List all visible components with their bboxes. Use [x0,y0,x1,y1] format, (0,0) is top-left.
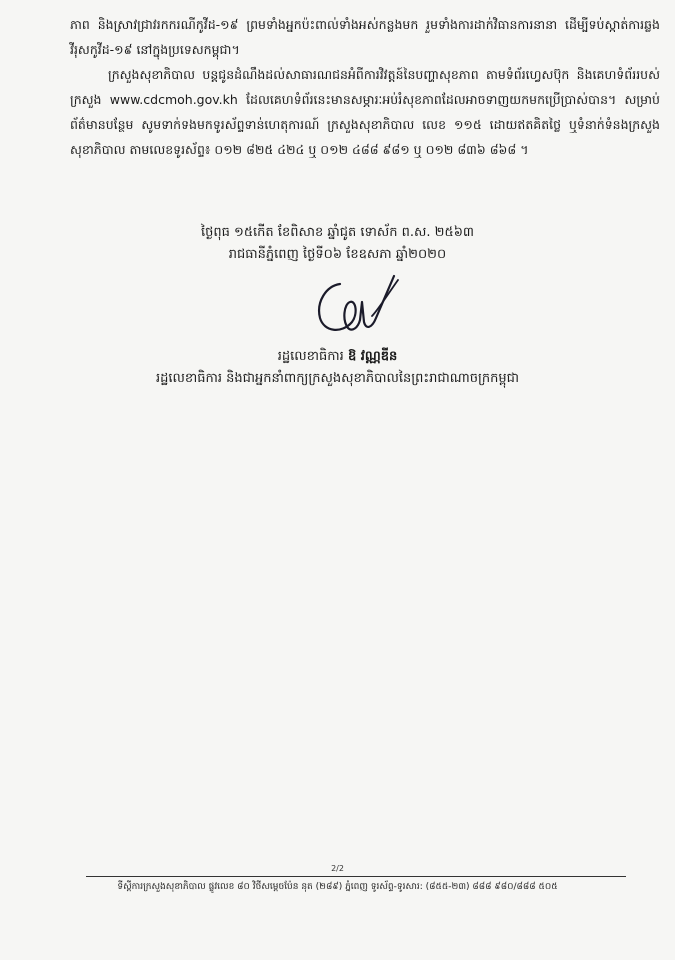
lunar-date: ថ្ងៃពុធ ១៥កើត ខែពិសាខ ឆ្នាំជូត ទោស័ក ព.ស. ២៥៦៣ [201,225,474,240]
footer-divider [86,876,626,877]
body-paragraph-1: ភាព និងស្រាវជ្រាវរកករណីកូវីដ-១៩ ព្រមទាំងអ្នកប៉ះពាល់ទាំងអស់កន្លងមក រួមទាំងការដាក់វិធានការនានា ដើម្បីទប់ស្កាត់ការឆ្លងវីរុសកូវីដ-១៩ នៅក្នុងប្រទេសកម្ពុជា។ [70,17,660,57]
signatory-name-line [0,348,675,367]
page-number: 2/2 [331,864,344,873]
footer-address: ទីស្តីការក្រសួងសុខាភិបាល ផ្លូវលេខ ៨០ វិថីសម្តេចប៉ែន នុត (២៨៩) ភ្នំពេញ ទូរស័ព្ទ-ទូរសារ: (៨៥៥-២៣) ៨៨៨ ៩៨០/៨៨៨ ៥០៥ [117,882,558,892]
signatory-prefix: រដ្ឋលេខាធិការ [277,349,344,364]
place-and-date: រាជធានីភ្នំពេញ ថ្ងៃទី០៦ ខែឧសភា ឆ្នាំ២០២០ [228,247,447,262]
handwritten-signature [312,272,422,342]
body-paragraph-2: ក្រសួងសុខាភិបាល បន្តជូនដំណឹងដល់សាធារណជនអំពីការវិវត្តន៍នៃបញ្ហាសុខភាព តាមទំព័រហ្វេសប៊ុក និងគេហទំព័ររបស់ក្រសួង www.cdcmoh.gov.kh ដែលគេហទំព័រនេះមានសម្ភារៈអប់រំសុខភាពដែលអាចទាញយកមកប្រើប្រាស់បាន។ សម្រាប់ព័ត៌មានបន្ថែម សូមទាក់ទងមកទូរស័ព្ទទាន់ហេតុការណ៍ ក្រសួងសុខាភិបាល លេខ ១១៥ ដោយឥតគិតថ្លៃ ឬទំនាក់ទំនងក្រសួងសុខាភិបាល តាមលេខទូរស័ព្ទ៖ ០១២ ៨២៥ ៤២៤ ឬ ០១២ ៤៨៨ ៩៨១ ឬ ០១២ ៨៣៦ ៨៦៨ ។ [70,67,660,157]
signatory-title: រដ្ឋលេខាធិការ និងជាអ្នកនាំពាក្យក្រសួងសុខាភិបាលនៃព្រះរាជាណាចក្រកម្ពុជា [155,371,520,386]
signatory-name: ឱ វណ្ណឌីន [347,349,398,364]
letter-body [70,12,660,162]
date-block [0,222,675,266]
